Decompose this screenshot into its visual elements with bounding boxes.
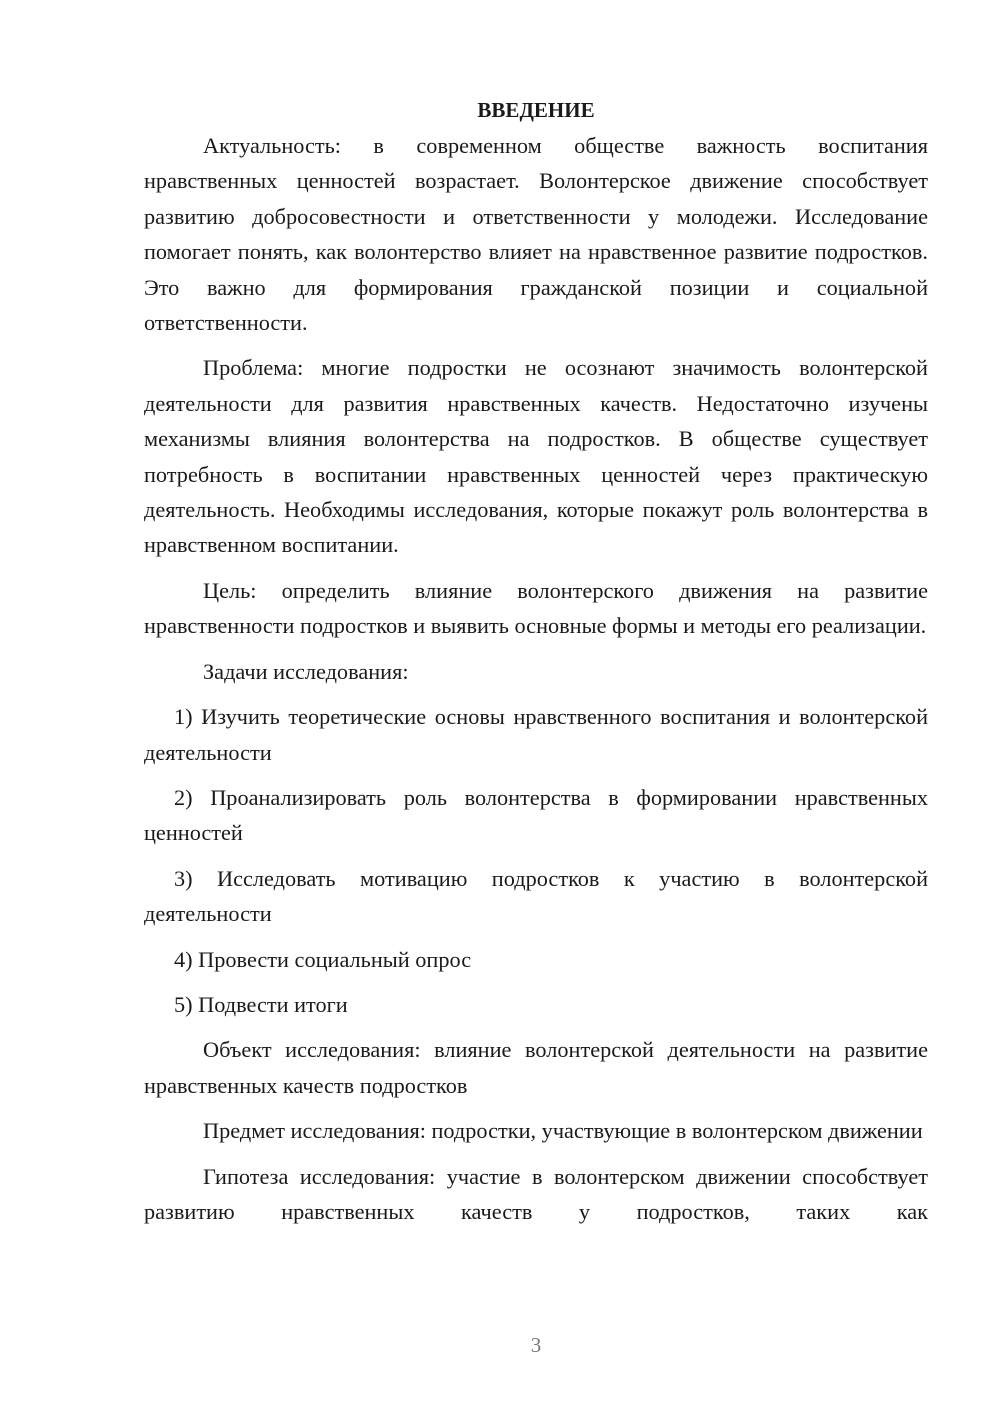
task-item-4: 4) Провести социальный опрос (174, 946, 472, 972)
relevance-paragraph: Актуальность: в современном обществе важность воспитания нравственных ценностей возрастает. Волонтерское движение способствует развитию добросовестности и ответственности у молодежи. Исследование помогает понять, как волонтерство влияет на нравственное развитие подростков. Это важно для формирования гражданской позиции и социальной ответственности. (144, 133, 928, 336)
task-item-1: 1) Изучить теоретические основы нравственного воспитания и волонтерской деятельности (144, 704, 928, 765)
page-title: ВВЕДЕНИЕ (477, 98, 595, 122)
problem-paragraph: Проблема: многие подростки не осознают значимость волонтерской деятельности для развития нравственных качеств. Недостаточно изучены механизмы влияния волонтерства на подростков. В обществе существует потребность в воспитании нравственных ценностей через практическую деятельность. Необходимы исследования, которые покажут роль волонтерства в нравственном воспитании. (144, 355, 928, 558)
task-item-5: 5) Подвести итоги (174, 991, 348, 1017)
tasks-heading: Задачи исследования: (203, 658, 409, 684)
subject-paragraph: Предмет исследования: подростки, участвующие в волонтерском движении (203, 1118, 923, 1144)
task-item-2: 2) Проанализировать роль волонтерства в формировании нравственных ценностей (144, 784, 928, 846)
object-paragraph: Объект исследования: влияние волонтерской деятельности на развитие нравственных качеств подростков (144, 1037, 928, 1098)
page-number: 3 (530, 1333, 542, 1357)
goal-paragraph: Цель: определить влияние волонтерского движения на развитие нравственности подростков и выявить основные формы и методы его реализации. (144, 577, 928, 639)
page-content (144, 93, 928, 1239)
task-item-3: 3) Исследовать мотивацию подростков к участию в волонтерской деятельности (144, 865, 928, 927)
hypothesis-paragraph: Гипотеза исследования: участие в волонтерском движении способствует развитию нравственных качеств у подростков, таких как (144, 1163, 928, 1224)
